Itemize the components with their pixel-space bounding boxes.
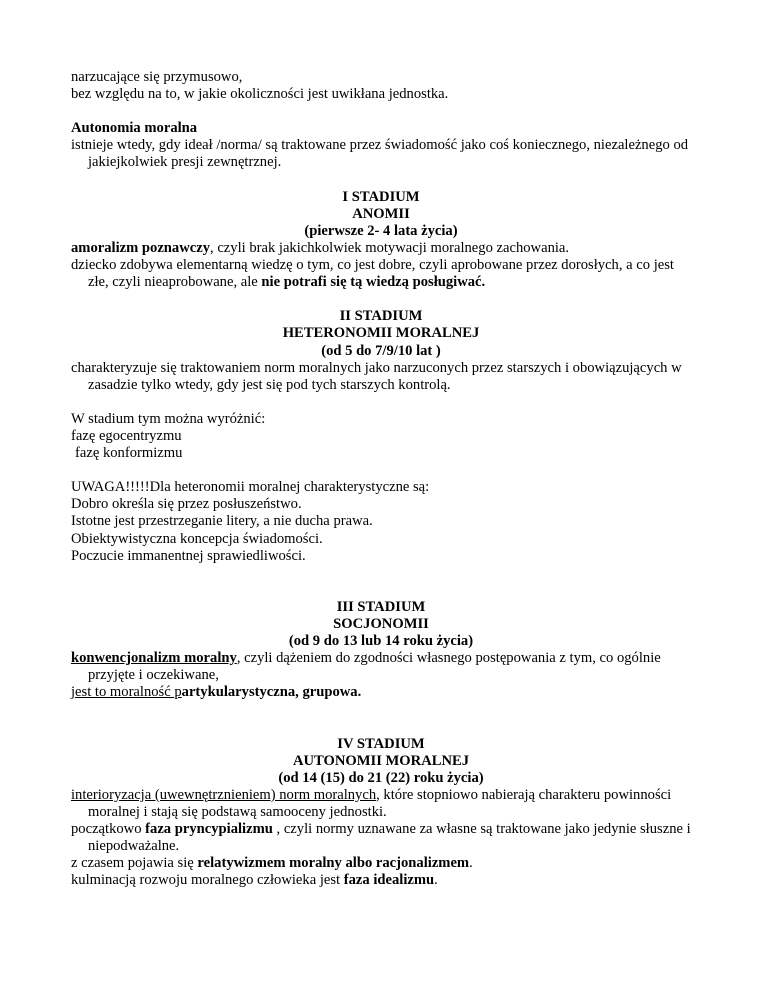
stage2-item: Obiektywistyczna koncepcja świadomości.	[71, 530, 323, 547]
stage4-name: AUTONOMII MORALNEJ	[292, 752, 470, 769]
stage2-title: II STADIUM	[339, 308, 423, 325]
document-page	[71, 69, 691, 890]
stage3-title: III STADIUM	[336, 598, 426, 615]
stage3-name: SOCJONOMII	[333, 616, 429, 632]
autonomy-definition: istnieje wtedy, gdy ideał /norma/ są traktowane przez świadomość jako coś koniecznego, niezależnego od jakiejkolwiek presji zewnętrznej.	[71, 137, 689, 171]
stage2-phases-intro: W stadium tym można wyróżnić:	[71, 410, 266, 427]
stage4-title: IV STADIUM	[337, 735, 425, 752]
stage3-paragraph-2: jest to moralność partykularystyczna, grupowa.	[71, 684, 362, 701]
stage2-phase-2: fazę konformizmu	[75, 445, 183, 462]
stage2-item: Istotne jest przestrzeganie litery, a nie ducha prawa.	[71, 513, 373, 530]
stage2-note: UWAGA!!!!!Dla heteronomii moralnej charakterystyczne są:	[71, 479, 430, 496]
stage1-paragraph-2: dziecko zdobywa elementarną wiedzę o tym, co jest dobre, czyli aprobowane przez dorosłych, a co jest złe, czyli nieaprobowane, ale nie potrafi się tą wiedzą posługiwać.	[71, 257, 674, 291]
stage2-item: Poczucie immanentnej sprawiedliwości.	[71, 547, 306, 564]
stage1-name: ANOMII	[352, 205, 410, 222]
stage1-paragraph-1: amoralizm poznawczy, czyli brak jakichkolwiek motywacji moralnego zachowania.	[71, 239, 570, 256]
stage4-paragraph-1: interioryzacja (uwewnętrznieniem) norm moralnych, które stopniowo nabierają charakteru powinności moralnej i stają się podstawą samooceny jednostki.	[71, 786, 672, 821]
stage3-age: (od 9 do 13 lub 14 roku życia)	[288, 633, 474, 650]
stage2-description: charakteryzuje się traktowaniem norm moralnych jako narzuconych przez starszych i obowiązujących w zasadzie tylko wtedy, gdy jest się pod tych starszych kontrolą.	[71, 359, 682, 393]
stage2-age: (od 5 do 7/9/10 lat )	[321, 342, 441, 359]
stage2-name: HETERONOMII MORALNEJ	[282, 325, 480, 342]
stage4-paragraph-3: z czasem pojawia się relatywizmem moralny albo racjonalizmem.	[71, 855, 473, 872]
stage2-phase-1: fazę egocentryzmu	[71, 427, 182, 444]
stage2-item: Dobro określa się przez posłuszeństwo.	[71, 496, 302, 513]
intro-line-2: bez względu na to, w jakie okoliczności jest uwikłana jednostka.	[71, 86, 449, 103]
stage4-age: (od 14 (15) do 21 (22) roku życia)	[278, 769, 484, 786]
stage1-age: (pierwsze 2- 4 lata życia)	[304, 222, 458, 239]
stage1-title: I STADIUM	[342, 188, 420, 205]
autonomy-heading: Autonomia moralna	[71, 120, 198, 137]
stage4-paragraph-4: kulminacją rozwoju moralnego człowieka jest faza idealizmu.	[71, 872, 438, 889]
stage4-paragraph-2: początkowo faza pryncypializmu , czyli normy uznawane za własne są traktowane jako jedynie słuszne i niepodważalne.	[71, 821, 691, 855]
intro-line-1: narzucające się przymusowo,	[71, 69, 243, 85]
stage3-paragraph-1: konwencjonalizm moralny, czyli dążeniem do zgodności własnego postępowania z tym, co ogólnie przyjęte i oczekiwane,	[71, 650, 661, 684]
